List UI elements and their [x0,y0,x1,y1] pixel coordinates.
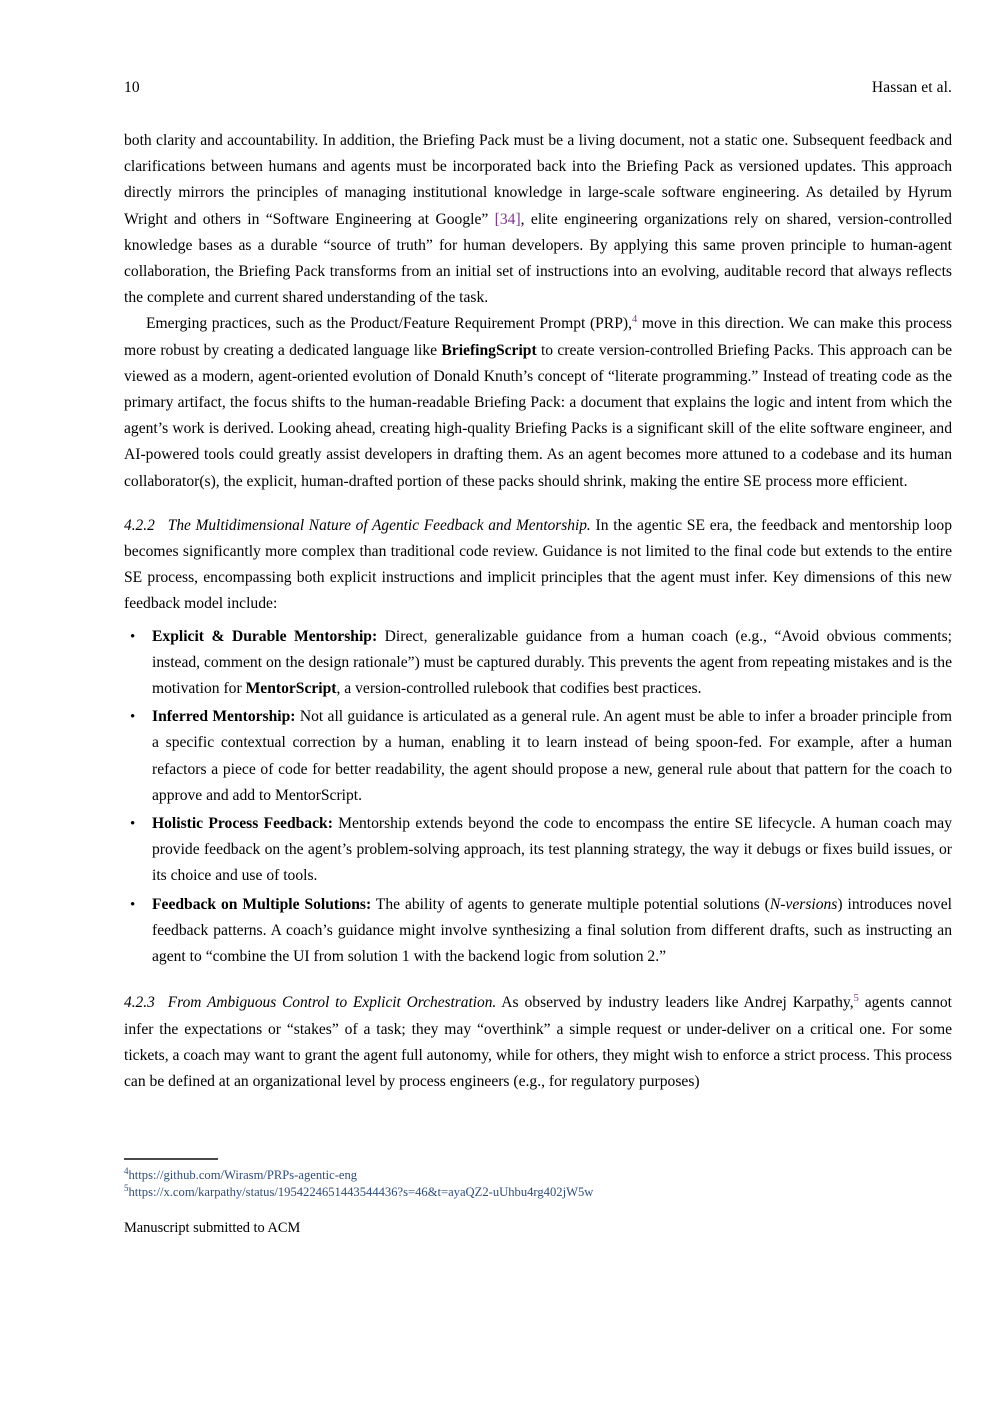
list-item-text-b: ) introduces novel feedback patterns. A coach’s guidance might involve synthesizing a final solution from different drafts, such as instructing an agent to “combine the UI from solution 1 with the backend logic from solution 2.” [152,895,952,966]
paragraph-continuation [124,128,952,311]
footnote-5-url[interactable]: https://x.com/karpathy/status/1954224651443544436?s=46&t=ayaQZ2-uUhbu4rg402jW5w [128,1184,594,1199]
footnote-5 [124,1184,952,1201]
section-4-2-2 [124,513,952,618]
footnote-marker-4[interactable]: 4 [631,314,638,326]
footnote-4-marker: 4 [124,1165,129,1176]
section-4-2-3-body-a: As observed by industry leaders like Andrej Karpathy, [496,994,854,1012]
list-item [124,704,952,809]
paragraph-1-text-b: , elite engineering organizations rely on shared, version-controlled knowledge bases as a durable “source of truth” for human developers. By applying this same proven principle to human-agent collaboration, the Briefing Pack transforms from an initial set of instructions into an evolving, auditable record that always reflects the complete and current shared understanding of the task. [124,210,952,307]
bullet-icon: • [130,816,136,833]
paragraph-2-text-b: move in this direction. We can make this process more robust by creating a dedicated language like [124,315,953,359]
footnote-area [124,1158,952,1252]
body-text-block [124,128,952,1095]
section-4-2-2-body: In the agentic SE era, the feedback and mentorship loop becomes significantly more complex than traditional code review. Guidance is not limited to the final code but extends to the entire SE process, encompassing both explicit instructions and implicit principles that the agent must infer. Key dimensions of this new feedback model include: [124,516,952,613]
footnote-4 [124,1167,952,1184]
paragraph-emerging-practices [124,311,952,494]
list-item [124,811,952,890]
footnote-marker-5[interactable]: 5 [853,993,859,1005]
paragraph-2-text-c: to create version-controlled Briefing Packs. This approach can be viewed as a modern, agent-oriented evolution of Donald Knuth’s concept of “literate programming.” Instead of treating code as the primary artifact, the focus shifts to the human-readable Briefing Pack: a document that explains the logic and intent from which the agent’s work is derived. Looking ahead, creating high-quality Briefing Packs is a significant skill of the elite software engineer, and AI-powered tools could greatly assist developers in drafting them. As an agent becomes more attuned to a codebase and its human collaborator(s), the explicit, human-drafted portion of these packs should shrink, making the entire SE process more efficient. [124,341,952,490]
section-4-2-3-body-b: agents cannot infer the expectations or “stakes” of a task; they may “overthink” a simple request or under-deliver on a critical one. For some tickets, a coach may want to grant the agent full autonomy, while for others, they might wish to enforce a strict process. This process can be defined at an organizational level by process engineers (e.g., for regulatory purposes) [124,994,953,1090]
manuscript-note: Manuscript submitted to ACM [124,1219,301,1236]
term-mentorscript: MentorScript [245,680,337,698]
paragraph-1-text-a: both clarity and accountability. In addition, the Briefing Pack must be a living document, not a static one. Subsequent feedback and clarifications between humans and agents must be incorporated back into the Briefing Pack as versioned updates. This approach directly mirrors the principles of managing institutional knowledge in large-scale software engineering. As detailed by Hyrum Wright and others in “Software Engineering at Google” [124,132,952,228]
bullet-icon: • [130,896,136,913]
paragraph-2-text-a: Emerging practices, such as the Product/Feature Requirement Prompt (PRP), [146,315,632,333]
term-briefingscript: BriefingScript [441,341,537,359]
section-spacer [124,495,952,513]
footnote-separator-rule [124,1158,218,1160]
list-item-text-b: , a version-controlled rulebook that codifies best practices. [336,680,702,698]
list-item-lead: Holistic Process Feedback: [152,815,333,833]
list-item-text-a: The ability of agents to generate multiple potential solutions ( [371,895,770,913]
footnote-4-url[interactable]: https://github.com/Wirasm/PRPs-agentic-eng [128,1167,358,1182]
bullet-icon: • [130,628,136,645]
term-n-versions: N-versions [769,895,838,913]
footnote-5-marker: 5 [124,1182,129,1193]
citation-link-34[interactable]: [34] [494,210,521,228]
list-item-text-a: Direct, generalizable guidance from a human coach (e.g., “Avoid obvious comments; instead, comment on the design rationale”) must be captured durably. This prevents the agent from repeating mistakes and is the motivation for [152,627,952,698]
bullet-icon: • [130,709,136,726]
section-4-2-2-number: 4.2.2 [124,516,155,534]
list-item-lead: Inferred Mentorship: [152,708,296,726]
feedback-dimensions-list [124,624,952,971]
section-spacer [124,972,952,990]
list-item [124,624,952,703]
running-head-authors: Hassan et al. [871,79,952,96]
section-4-2-3-title: From Ambiguous Control to Explicit Orchestration. [167,994,497,1012]
section-4-2-3-number: 4.2.3 [124,994,155,1012]
section-4-2-2-title: The Multidimensional Nature of Agentic Feedback and Mentorship. [167,516,591,534]
list-item-lead: Feedback on Multiple Solutions: [152,895,372,913]
list-item-lead: Explicit & Durable Mentorship: [152,627,378,645]
page-number: 10 [124,79,140,96]
list-item [124,892,952,971]
list-item-text-a: Mentorship extends beyond the code to encompass the entire SE lifecycle. A human coach may provide feedback on the agent’s problem-solving approach, its test planning strategy, the way it debugs or fixes build issues, or its choice and use of tools. [152,815,953,885]
section-4-2-3 [124,990,952,1095]
list-item-text-a: Not all guidance is articulated as a general rule. An agent must be able to infer a broader principle from a specific contextual correction by a human, enabling it to learn instead of being spoon-fed. For example, after a human refactors a piece of code for better readability, the agent should propose a new, general rule about that pattern for the coach to approve and add to MentorScript. [152,708,952,804]
running-head [124,80,952,96]
